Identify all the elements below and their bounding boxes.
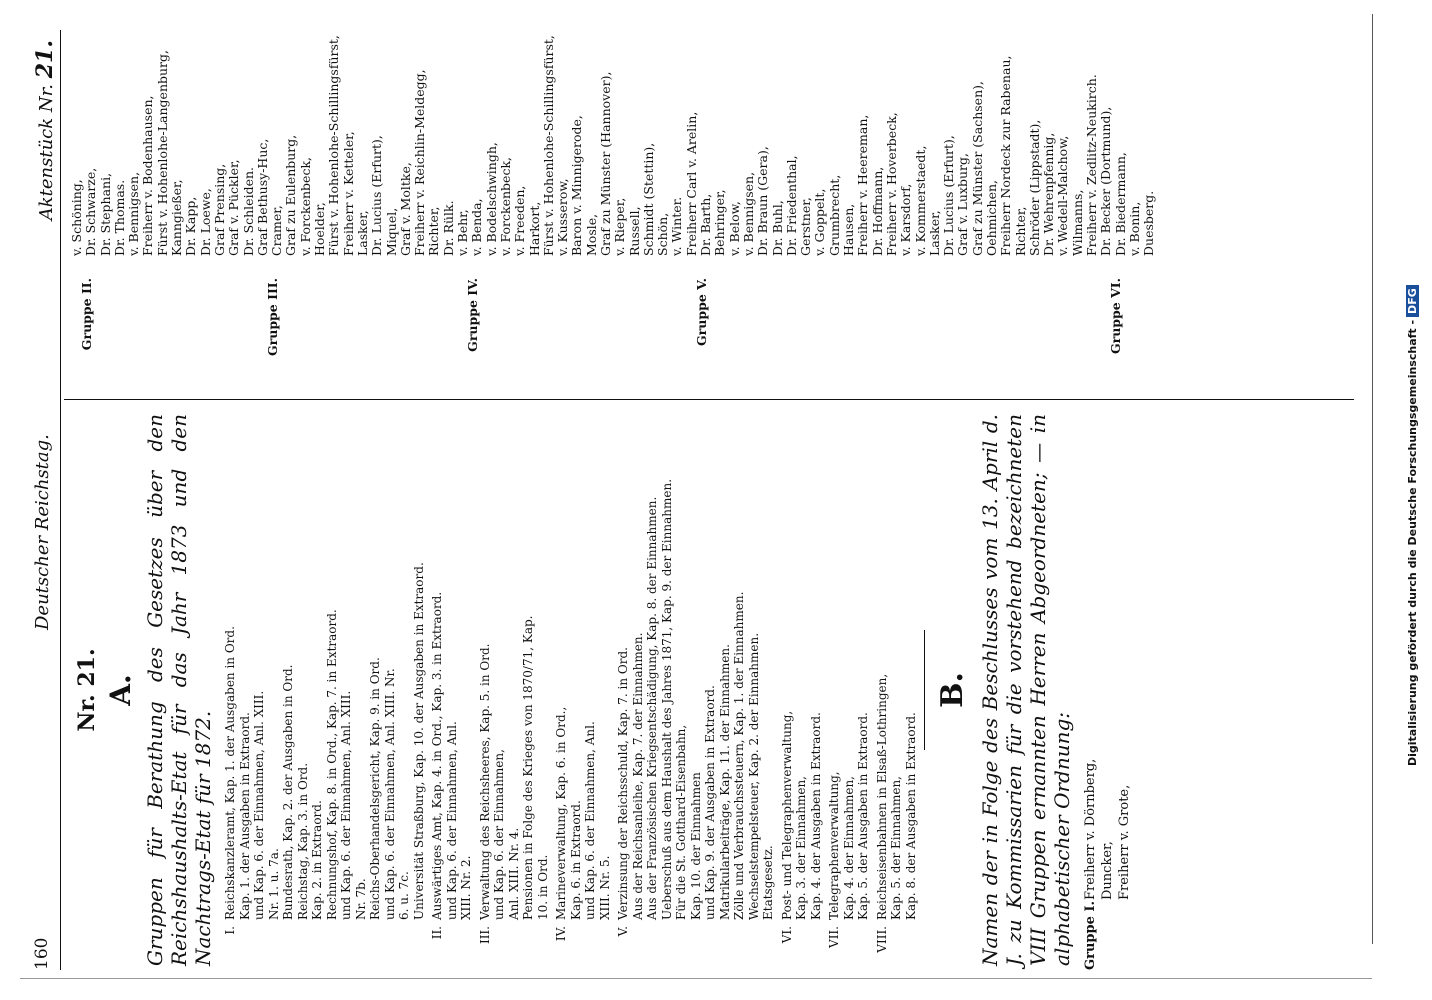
member-name: Baron v. Minnigerode, [569,115,585,256]
section-number: VIII. [874,926,889,953]
member-name: v. Wedell-Malchow, [1055,135,1071,256]
section-line: Matrikularbeiträge, Kap. 11. der Einnahmen. [717,644,732,920]
member-name: Behringer, [712,189,728,256]
member-name: Fürst v. Hohenlohe-Langenburg, [154,49,170,256]
member-name: v. Freeden, [512,185,528,256]
member-name: Mosle, [583,213,599,256]
section-item [430,410,474,970]
rotated-content [30,30,1360,970]
section-b-title: B. [935,672,970,708]
section-line: Aus der Französischen Kriegsentschädigung, Kap. 8. der Einnahmen. [645,496,659,920]
member-name: Fürst v. Hohenlohe-Schillingsfürst, [540,35,556,256]
gruppe-label: Gruppe V. [693,278,709,346]
member-name: Freiherr v. Reichlin-Meldegg, [412,69,428,256]
section-line: Kap. 8. der Ausgaben in Extraord. [903,712,918,920]
member-name: Lasker, [354,210,370,256]
gruppe-names [1099,107,1156,256]
section-line: Kap. 5. der Einnahmen, [889,776,903,920]
member-name: Lasker, [926,210,942,256]
section-line: Aus der Reichsanleihe, Kap. 7. der Einnahmen. [630,632,645,920]
section-line: 10. in Ord. [535,854,550,920]
member-name: Harkort, [526,201,542,256]
member-name: Freiherr v. Ketteler, [340,131,356,256]
aktenstueck-number: 21. [32,40,58,79]
section-item [780,410,824,970]
gruppe-label: Gruppe VI. [1108,278,1124,355]
section-line: Kap. 3. der Einnahmen, [794,776,808,920]
member-name: Dr. Schwarze, [83,167,99,256]
section-text [478,410,551,920]
section-line: XIII. Nr. 5. [597,855,612,920]
member-name: v. Forckenbeck, [297,157,313,256]
section-line: Pensionen in Folge des Krieges von 1870/71, Kap. [521,615,535,920]
section-number: III. [477,926,492,945]
member-name: Duncker, [1100,841,1115,900]
section-line: Für die St. Gotthard-Eisenbahn, [674,724,688,920]
member-name: Freiherr v. Heereman, [855,114,871,256]
section-text [780,410,824,920]
member-name: Schön, [655,212,671,256]
member-name: Wilmanns, [1069,189,1085,256]
member-name: Hoelder, [312,202,328,256]
gruppe-label: Gruppe IV. [465,278,481,352]
section-number: II. [430,926,444,940]
section-line: Kap. 5. der Ausgaben in Extraord. [856,712,870,920]
member-name: v. Forckenbeck, [497,157,513,256]
right-column [70,0,1157,388]
member-name: Dr. Stephani, [97,172,113,256]
member-name: v. Schöning, [69,179,84,256]
section-line: Post- und Telegraphenverwaltung, [779,710,794,920]
section-list [223,410,918,970]
section-line: Reichskanzleramt, Kap. 1. der Ausgaben in Ord. [223,626,237,920]
member-name: Oehmichen, [984,179,999,256]
member-name: Schmidt (Stettin), [640,142,656,256]
dfg-logo: DFG [1406,285,1419,317]
member-name: Freiherr v. Grote, [1117,784,1132,900]
member-name: Dr. Biedermann, [1112,152,1128,256]
member-name: v. Goppelt, [812,188,828,256]
gruppe-label: Gruppe III. [264,278,280,357]
gruppe-1 [1082,410,1133,970]
section-line: und Kap. 6. der Einnahmen, Anl. [583,721,597,920]
member-name: v. Kusserow, [555,178,571,256]
section-line: Rechnungshof, Kap. 8. in Ord., Kap. 7. in Extraord. [324,609,339,920]
section-item [616,410,776,970]
section-line: Kap. 4. der Ausgaben in Extraord. [808,712,823,920]
member-name: Dr. Rülk. [440,200,456,256]
section-item [827,410,871,970]
section-line: Telegraphenverwaltung, [827,771,841,920]
section-text [223,410,426,920]
gruppe-block [70,0,256,388]
member-name: Gerstner, [798,197,814,256]
section-number: V. [616,926,630,937]
page-number: 160 [32,937,52,970]
member-name: Grumbrecht, [826,174,842,256]
member-name: Dr. Kapp, [183,196,199,256]
member-name: Graf zu Eulenburg, [283,134,299,256]
member-name: Dr. Friedenthal, [783,155,799,256]
section-line: und Kap. 6. der Einnahmen, Anl. XIII. Nr. [382,668,397,920]
member-name: Graf zu Münster (Sachsen), [969,81,985,256]
gruppe-1-names [1082,759,1133,900]
member-name: Richter, [1012,206,1028,256]
header-rule [60,30,61,970]
section-line: Kap. 6. in Extraord. [568,800,583,920]
running-title: Deutscher Reichstag. [32,434,53,630]
member-name: Freiherr Carl v. Arelin, [683,111,699,256]
section-line: und Kap. 6. der Einnahmen, [492,749,506,920]
gruppe-names [256,35,456,256]
section-line: Kap. 2. in Extraord. [310,800,324,920]
dfg-stamp [1404,6,1426,766]
section-line: Verzinsung der Reichsschuld, Kap. 7. in Ord. [616,647,630,920]
section-line: Universität Straßburg, Kap. 10. der Ausgaben in Extraord. [411,562,426,920]
member-name: Freiherr v. Dörnberg, [1083,758,1098,900]
gruppe-block [1099,0,1156,388]
member-name: Duesberg. [1141,190,1157,256]
section-text [827,410,871,920]
section-line: Reichseisenbahnen in Elsaß-Lothringen, [874,673,889,920]
member-name: Kanngießer, [169,179,185,256]
member-name: Dr. Becker (Dortmund), [1098,106,1114,256]
document-number: Nr. 21. [74,648,100,732]
member-name: v. Winter. [669,196,685,256]
section-a-title: A. [104,674,137,706]
section-line: Etatsgesetz. [761,845,775,920]
gruppe-names [70,50,256,256]
member-name: Schröder (Lippstadt), [1026,119,1042,256]
member-name: v. Bennigsen, [126,171,142,256]
section-line: Nr. 7b. [353,878,368,920]
section-item [223,410,426,970]
section-item [554,410,612,970]
member-name: Fürst v. Hohenlohe-Schillingsfürst, [326,35,342,256]
member-name: v. Bennigsen, [740,171,756,256]
member-name: v. Behr, [455,209,471,256]
section-number: I. [223,926,237,935]
member-name: v. Rieper, [612,197,628,256]
section-line: und Kap. 6. der Einnahmen, Anl. XIII. [339,690,353,920]
member-name: Graf v. Luxburg, [955,153,971,256]
section-line: 6. u. 7c. [397,871,411,920]
aktenstueck-label: Aktenstück Nr. [36,84,57,221]
section-line: Anl. XIII. Nr. 4. [506,827,521,920]
section-line: Kap. 1. der Ausgaben in Extraord. [237,712,252,920]
member-name: Graf v. Moltke, [397,162,413,256]
member-name: Dr. Loewe, [197,188,213,256]
column-rule [64,399,1354,400]
member-name: Dr. Wehrenpfennig, [1041,132,1057,256]
member-name: Freiherr Nordeck zur Rabenau, [998,55,1014,256]
gruppe-label: Gruppe II. [79,278,94,351]
member-name: v. Bonin, [1126,201,1142,256]
scan-border-bottom [20,978,1372,979]
stamp-text: Digitalisierung gefördert durch die Deutsche Forschungsgemeinschaft - [1406,319,1419,766]
section-line: und Kap. 6. der Einnahmen, Anl. XIII. [252,690,266,920]
member-name: Graf Prensing, [211,163,227,256]
section-text [875,410,919,920]
section-line: Ueberschuß aus dem Haushalt des Jahres 1871, Kap. 9. der Einnahmen. [659,478,674,920]
scan-border [1372,14,1373,944]
section-a-heading: Gruppen für Berathung des Gesetzes über den Reichshaushalts-Etat für das Jahr 1873 und den Nachtrags-Etat für 1872. [143,414,215,966]
section-item [478,410,551,970]
member-name: v. Bodelschwingh, [483,142,499,256]
member-name: v. Karsdorf, [898,183,914,256]
member-name: v. Kommerstaedt, [912,145,928,256]
section-text [554,410,612,920]
section-line: XIII. Nr. 2. [459,855,473,920]
member-name: Richter, [426,206,442,256]
member-name: Freiherr v. Zedlitz-Neukirch. [1084,74,1100,256]
member-name: Hausen, [841,203,857,256]
member-name: Graf zu Münster (Hannover), [597,71,613,256]
gruppe-block [456,0,685,388]
member-name: Graf v. Pückler, [226,159,242,256]
member-name: v. Benda, [469,198,485,256]
gruppe-block [685,0,1100,388]
member-name: Freiherr v. Hoverbeck, [883,112,899,256]
section-number: IV. [554,926,568,942]
section-line: Reichs-Oberhandelsgericht, Kap. 9. in Ord. [368,657,382,920]
member-name: Dr. Lucius (Erfurt), [941,135,957,256]
section-line: Reichstag, Kap. 3. in Ord. [295,762,310,920]
member-name: Dr. Barth, [698,193,714,256]
section-line: Zölle und Verbrauchssteuern, Kap. 1. der Einnahmen. [732,591,746,920]
section-line: Kap. 10. der Einnahmen [688,772,703,920]
gruppe-1-label: Gruppe I. [1083,901,1098,970]
section-line: Marineverwaltung, Kap. 6. in Ord., [554,706,568,920]
section-line: Wechselstempelsteuer, Kap. 2. der Einnahmen. [746,632,761,920]
member-name: Dr. Schleiden. [240,166,256,256]
member-name: Dr. Buhl, [769,200,785,256]
left-column [70,410,1133,970]
section-line: Verwaltung des Reichsheeres, Kap. 5. in Ord. [477,643,492,920]
member-name: Graf Bethusy-Huc, [254,138,270,256]
section-item [875,410,919,970]
section-text [616,410,776,920]
section-line: und Kap. 9. der Ausgaben in Extraord. [703,685,717,920]
member-name: Dr. Lucius (Erfurt), [369,135,385,256]
gruppe-block [256,0,456,388]
divider [924,630,925,750]
section-line: Kap. 4. der Einnahmen, [841,776,856,920]
section-text [430,410,474,920]
member-name: Russell, [626,206,642,256]
section-number: VII. [827,926,841,948]
section-b-heading: Namen der in Folge des Beschlusses vom 13. April d. J. zu Kommissarien für die vorstehend bezeichneten VIII Gruppen ernannten Herren Abgeordneten; — in alphabetischer Ordnung: [978,414,1074,966]
member-name: Dr. Thomas. [111,179,127,256]
section-line: Auswärtiges Amt, Kap. 4. in Ord., Kap. 3. in Extraord. [430,591,444,920]
gruppe-names [685,56,1100,256]
aktenstueck [32,40,58,220]
member-name: Miquel, [383,207,399,256]
section-number: VI. [779,926,794,944]
member-name: Freiherr v. Bodenhausen, [140,95,156,256]
section-line: Nr. 1. u. 7a. [266,848,281,920]
member-name: Dr. Hoffmann, [869,166,885,256]
gruppe-names [456,35,685,256]
section-line: und Kap. 6. der Einnahmen, Anl. [444,721,459,920]
member-name: v. Below, [726,201,742,256]
section-line: Bundesrath, Kap. 2. der Ausgaben in Ord. [281,664,295,920]
member-name: Cramer, [269,205,285,256]
member-name: Dr. Braun (Gera), [755,146,771,256]
running-head [30,30,58,970]
